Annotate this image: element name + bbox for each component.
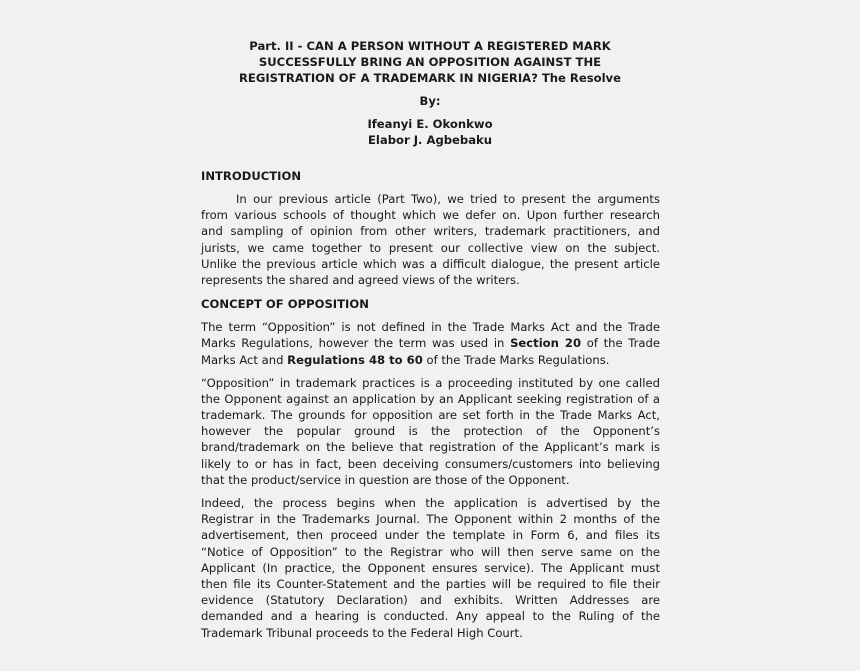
section-reference: Section 20 [510, 336, 582, 351]
author-name: Elabor J. Agbebaku [367, 133, 492, 147]
concept-heading: CONCEPT OF OPPOSITION [201, 297, 369, 312]
title-line: REGISTRATION OF A TRADEMARK IN NIGERIA? The Resolve [239, 71, 621, 85]
text-line: Registrar in the Trademarks Journal. The Opponent within 2 months of the [201, 512, 660, 527]
text-line: then file its Counter-Statement and the parties will be required to file their [201, 576, 660, 591]
text-line: Unlike the previous article which was a difficult dialogue, the present article [201, 256, 660, 271]
text-line: brand/trademark on the believe that registration of the Applicant’s mark is [201, 440, 660, 455]
text-line: evidence (Statutory Declaration) and exhibits. Written Addresses are [201, 593, 660, 608]
concept-paragraph-2 [201, 375, 660, 488]
text-line: that the product/service in question are those of the Opponent. [201, 472, 570, 487]
introduction-heading: INTRODUCTION [201, 169, 302, 183]
author-name: Ifeanyi E. Okonkwo [367, 117, 493, 131]
text-line: Applicant (In practice, the Opponent ensures service). The Applicant must [201, 560, 660, 575]
concept-paragraph-3 [201, 495, 660, 641]
text-line: demanded and a hearing is conducted. Any appeal to the Ruling of the [201, 609, 660, 624]
text-run: Marks Act and [201, 352, 288, 367]
title-line: SUCCESSFULLY BRING AN OPPOSITION AGAINST THE [258, 55, 602, 69]
text-run: of the Trade Marks Regulations. [422, 352, 610, 367]
text-line: “Notice of Opposition” to the Registrar who will then serve same on the [201, 544, 660, 559]
text-line: represents the shared and agreed views of the writers. [201, 272, 520, 287]
text-line: however the popular ground is the protection of the Opponent’s [201, 424, 660, 439]
text-line: the Opponent against an application by an Applicant seeking registration of a [201, 391, 660, 406]
text-line [201, 335, 660, 351]
introduction-paragraph [201, 191, 660, 288]
text-line [201, 352, 660, 368]
text-line: In our previous article (Part Two), we tried to present the arguments [236, 192, 660, 206]
text-run: of the Trade [581, 336, 661, 351]
text-line: advertisement, then proceed under the template in Form 6, and files its [201, 528, 660, 543]
text-run: Marks Regulations, however the term was used in [201, 336, 511, 351]
document-title [200, 38, 660, 86]
text-line: and sampling of opinion from other writers, trademark practitioners, and [201, 224, 660, 239]
text-line: The term “Opposition” is not defined in the Trade Marks Act and the Trade [201, 320, 660, 335]
by-label: By: [419, 94, 441, 108]
document-body [201, 168, 660, 641]
title-line: Part. II - CAN A PERSON WITHOUT A REGISTERED MARK [249, 39, 611, 53]
regulation-reference: Regulations 48 to 60 [287, 352, 423, 367]
text-line: Indeed, the process begins when the application is advertised by the [201, 496, 660, 510]
concept-paragraph-1 [201, 319, 660, 368]
text-line: from various schools of thought which we defer on. Upon further research [201, 208, 660, 223]
text-line: trademark. The grounds for opposition are set forth in the Trade Marks Act, [201, 408, 660, 423]
text-line: jurists, we came together to present our collective view on the subject. [201, 240, 660, 255]
text-line: likely to or has in fact, been deceiving consumers/customers into believing [201, 456, 660, 471]
author-list [200, 116, 660, 148]
text-line: Trademark Tribunal proceeds to the Federal High Court. [201, 625, 523, 640]
text-line: “Opposition” in trademark practices is a proceeding instituted by one called [201, 375, 660, 390]
